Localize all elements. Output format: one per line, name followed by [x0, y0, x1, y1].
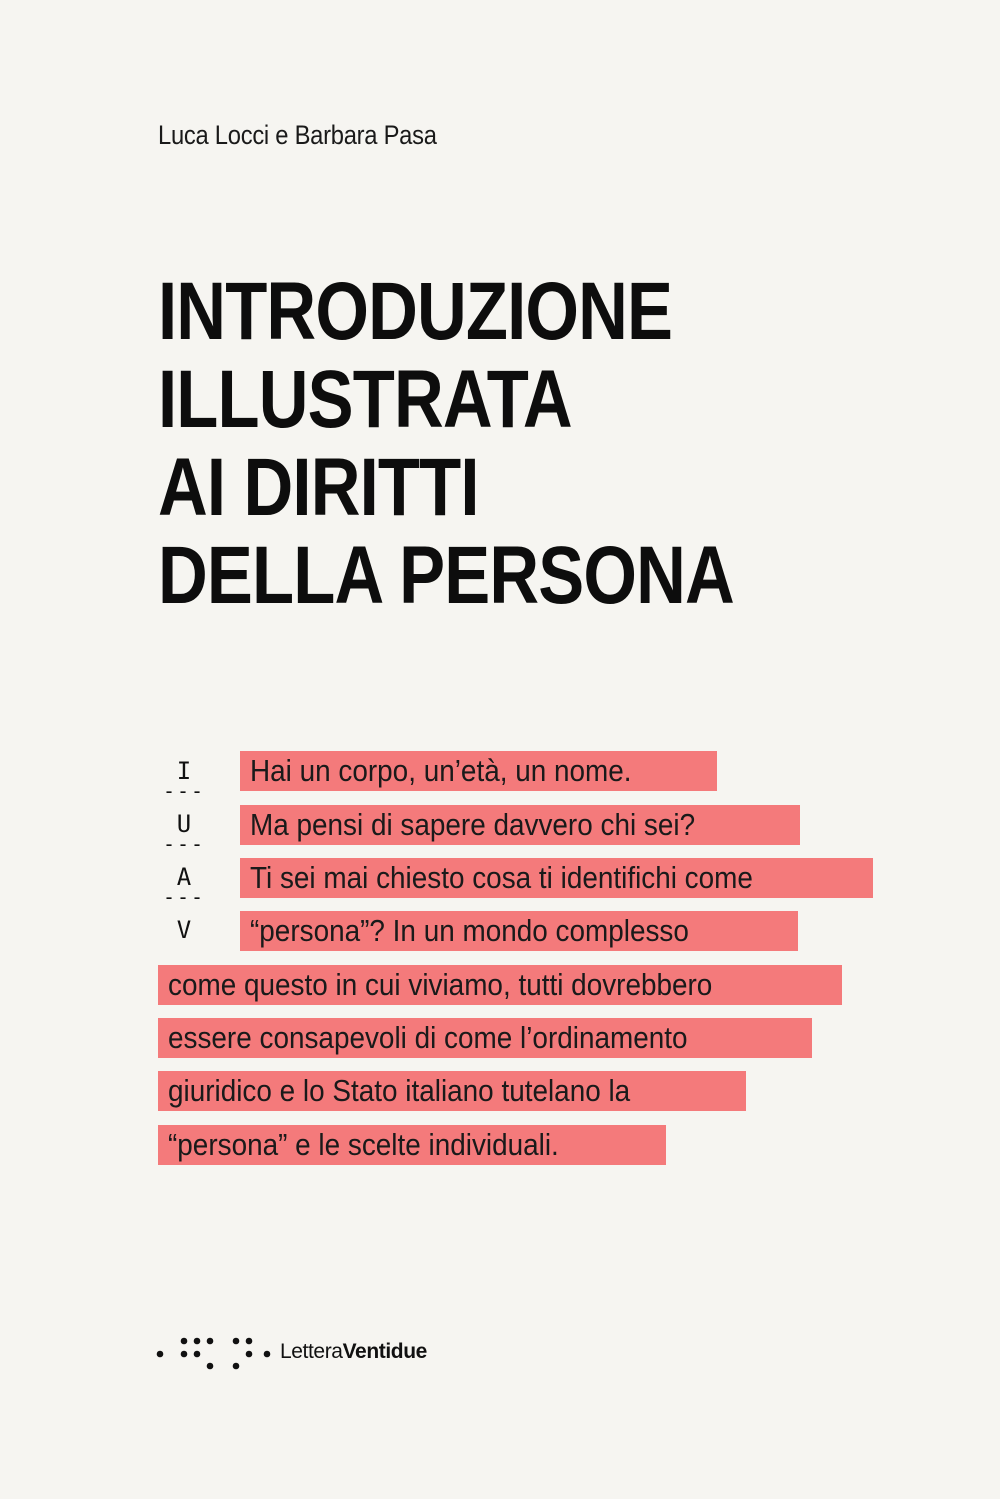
- series-letter: U: [176, 810, 192, 838]
- blurb-line: come questo in cui viviamo, tutti dovrebbero: [158, 965, 842, 1005]
- title-line: DELLA PERSONA: [158, 530, 734, 621]
- title-line: AI DIRITTI: [158, 442, 479, 533]
- blurb-line: Ti sei mai chiesto cosa ti identifichi come: [240, 858, 873, 898]
- blurb-line: Ma pensi di sapere davvero chi sei?: [240, 805, 800, 845]
- series-separator: ---: [162, 832, 206, 856]
- book-title: [158, 268, 734, 620]
- series-mark: [158, 752, 210, 944]
- publisher-logo: [156, 1332, 427, 1372]
- publisher-name: LetteraVentidue: [280, 1340, 427, 1363]
- blurb-line: essere consapevoli di come l’ordinamento: [158, 1018, 812, 1058]
- blurb-line: giuridico e lo Stato italiano tutelano la: [158, 1071, 746, 1111]
- authors: Luca Locci e Barbara Pasa: [158, 120, 437, 150]
- series-separator: ---: [162, 885, 206, 909]
- blurb-line: “persona”? In un mondo complesso: [240, 911, 798, 951]
- blurb-line: Hai un corpo, un’età, un nome.: [240, 751, 717, 791]
- title-line: INTRODUZIONE: [158, 266, 673, 357]
- blurb-line: “persona” e le scelte individuali.: [158, 1125, 666, 1165]
- series-letter: A: [176, 863, 192, 891]
- series-separator: ---: [162, 779, 206, 803]
- publisher-dots-icon: [156, 1332, 274, 1372]
- title-line: ILLUSTRATA: [158, 354, 572, 445]
- series-letter: V: [176, 916, 192, 944]
- series-letter: I: [176, 757, 192, 785]
